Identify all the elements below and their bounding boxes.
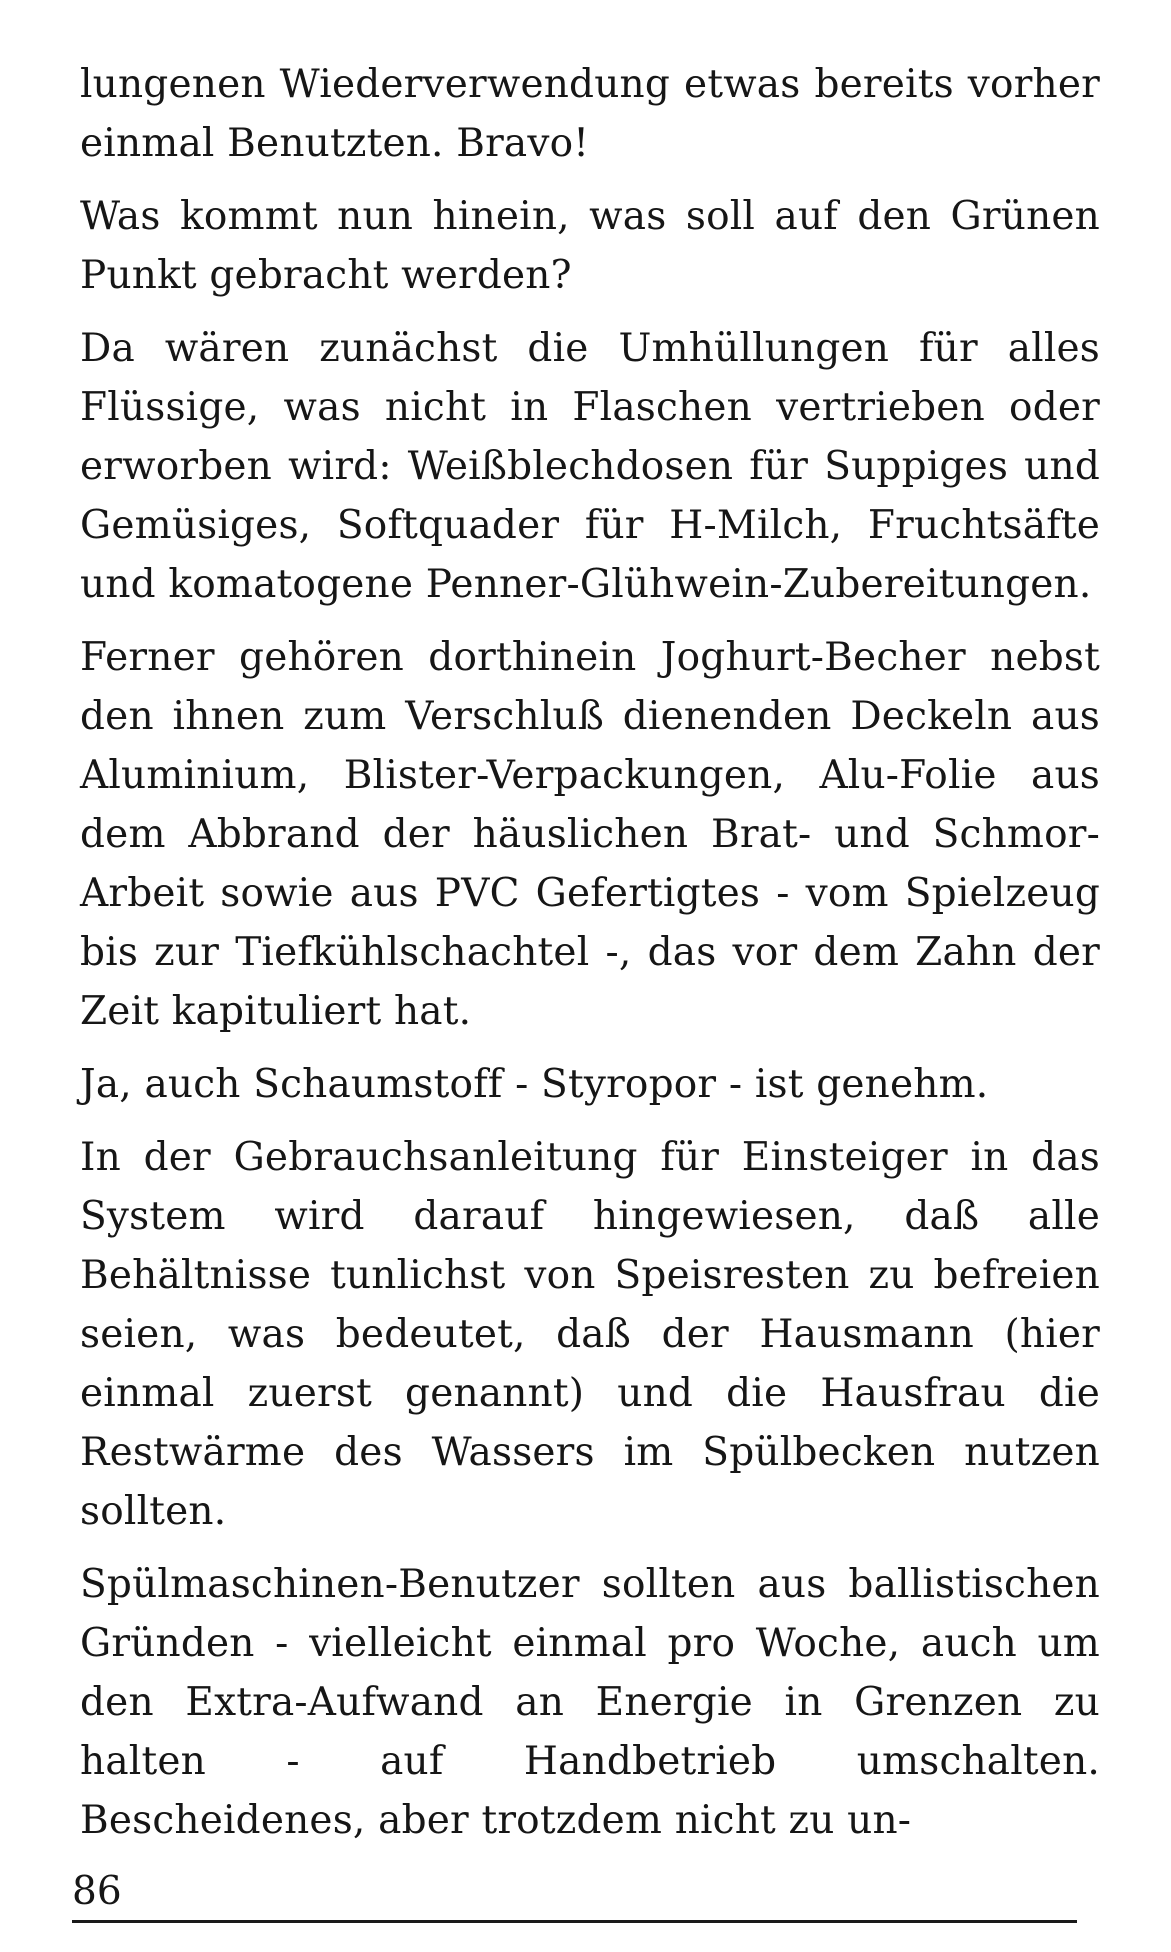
paragraph-6: In der Gebrauchsanleitung für Einsteiger in das System wird darauf hingewiesen, daß alle Behältnisse tunlichst von Speisresten zu befreien seien, was bedeutet, daß der Hausmann (hier einmal zuerst genannt) und die Hausfrau die Restwärme des Wassers im Spülbecken nutzen sollten. <box>80 1135 1100 1534</box>
paragraph-7: Spülmaschinen-Benutzer sollten aus ballistischen Gründen - vielleicht einmal pro Woche, auch um den Extra-Aufwand an Energie in Grenzen zu halten - auf Handbetrieb umschalten. Bescheidenes, aber trotzdem nicht zu un- <box>80 1562 1100 1843</box>
paragraph-3: Da wären zunächst die Umhüllungen für alles Flüssige, was nicht in Flaschen vertrieben oder erworben wird: Weißblechdosen für Suppiges und Gemüsiges, Softquader für H-Milch, Fruchtsäfte und komatogene Penner-Glühwein-Zubereitungen. <box>80 326 1100 607</box>
paragraph-4: Ferner gehören dorthinein Joghurt-Becher nebst den ihnen zum Verschluß dienenden Deckeln aus Aluminium, Blister-Verpackungen, Alu-Folie aus dem Abbrand der häuslichen Brat- und Schmor-Arbeit sowie aus PVC Gefertigtes - vom Spielzeug bis zur Tiefkühlschachtel -, das vor dem Zahn der Zeit kapituliert hat. <box>80 635 1100 1034</box>
paragraph-1: lungenen Wiederverwendung etwas bereits vorher einmal Benutzten. Bravo! <box>80 62 1100 166</box>
footer-rule <box>72 1920 1077 1923</box>
paragraph-2: Was kommt nun hinein, was soll auf den Grünen Punkt gebracht werden? <box>80 194 1100 298</box>
body-text <box>80 55 1100 1864</box>
page-number: 86 <box>72 1869 122 1914</box>
paragraph-5: Ja, auch Schaumstoff - Styropor - ist genehm. <box>80 1062 989 1107</box>
